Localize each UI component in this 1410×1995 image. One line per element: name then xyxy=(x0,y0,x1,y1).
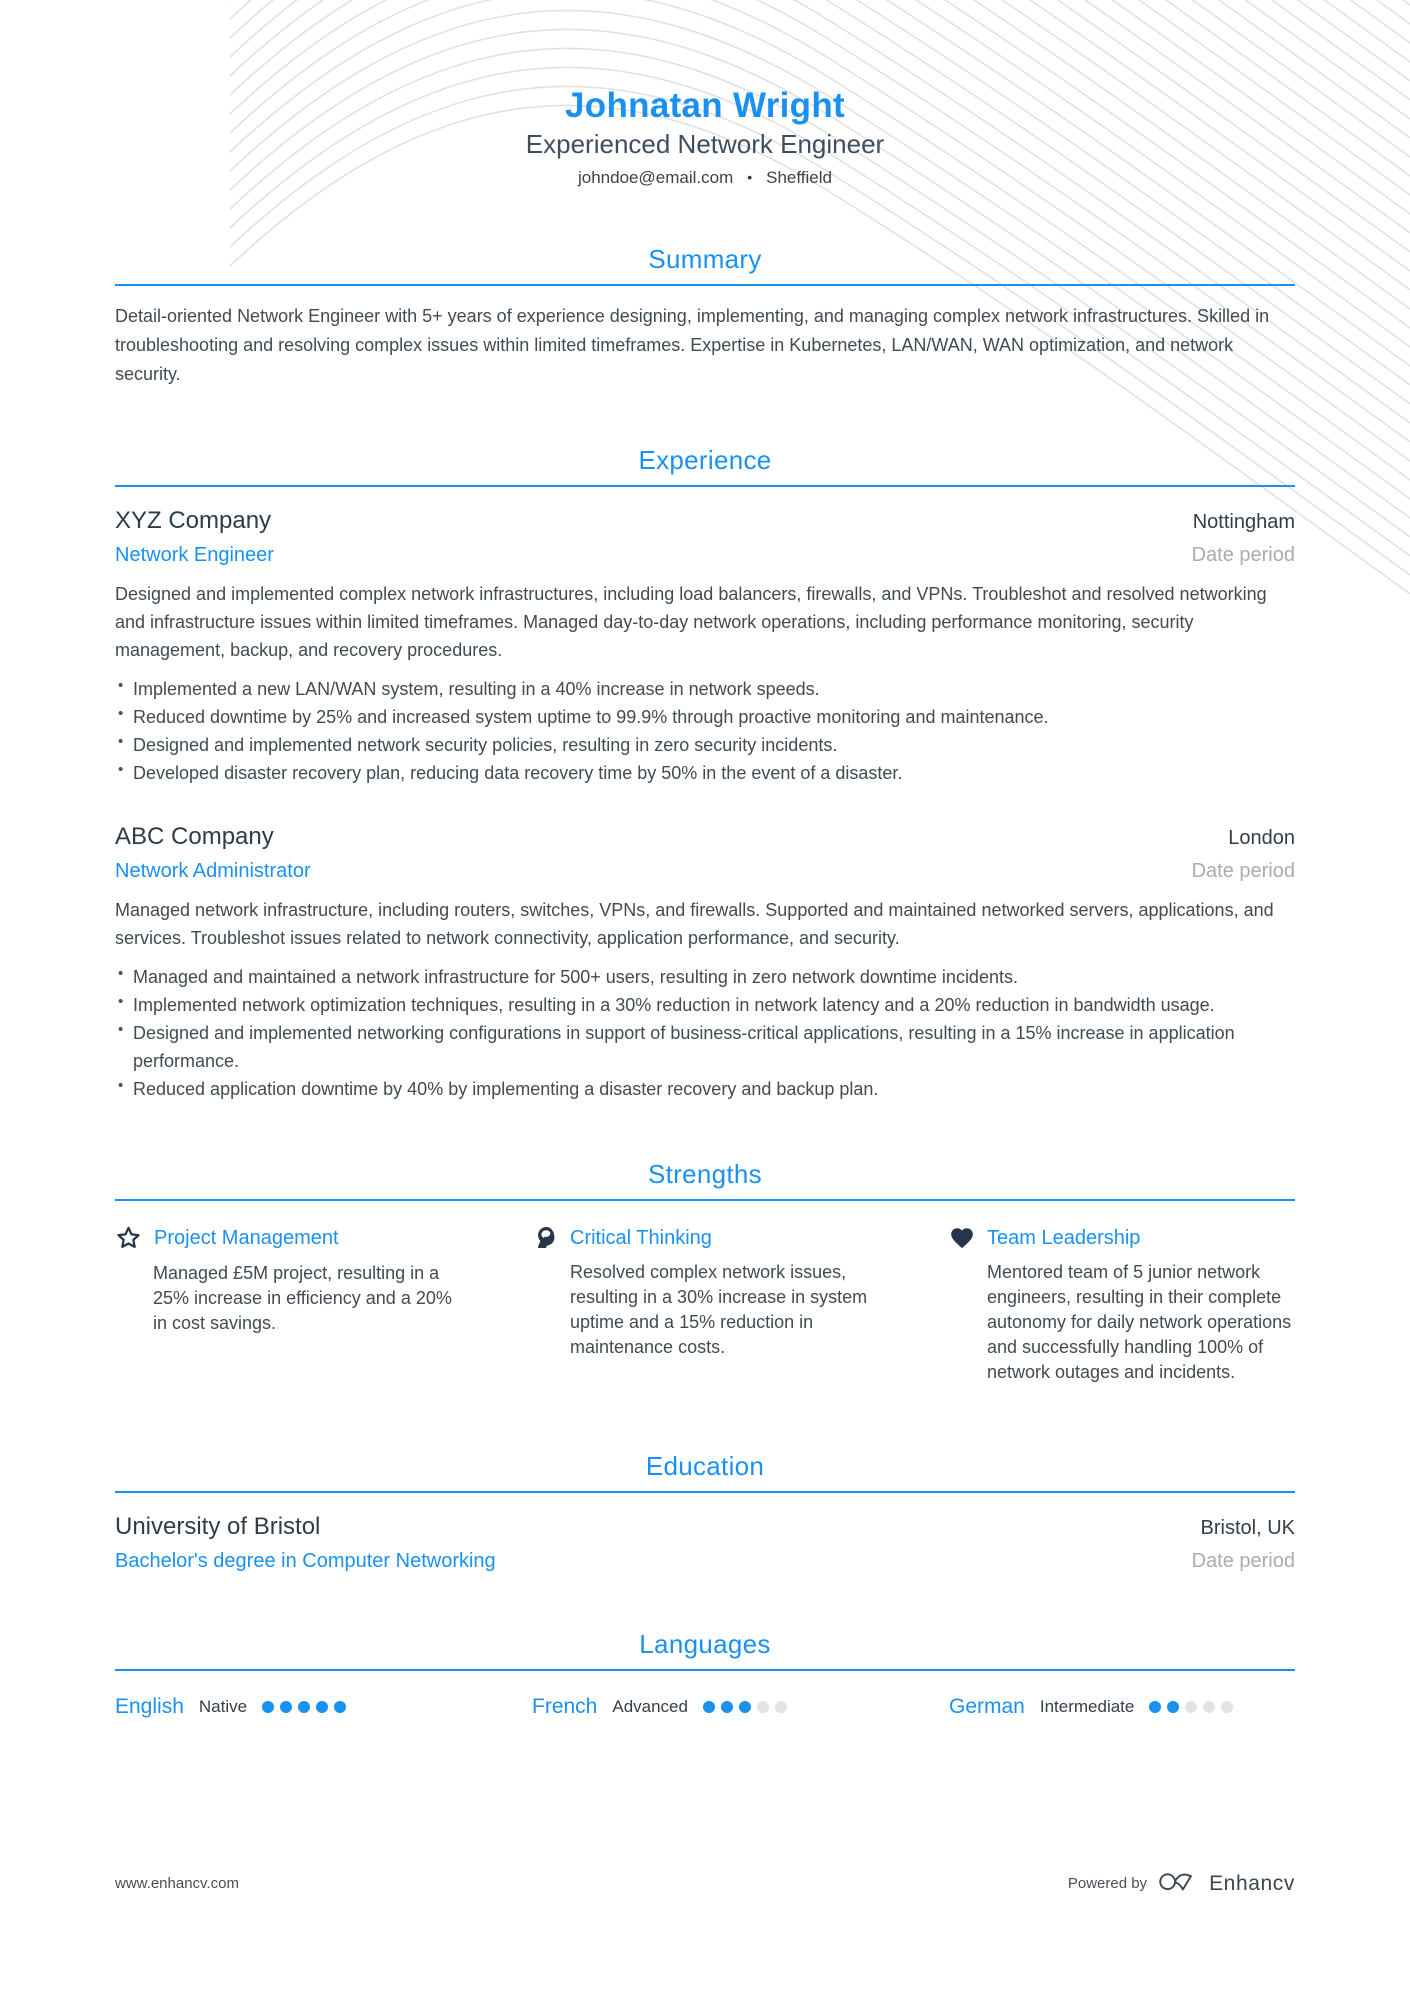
candidate-name: Johnatan Wright xyxy=(565,86,845,125)
job-description: Designed and implemented complex network infrastructures, including load balancers, firewalls, and VPNs. Troubleshot and resolved networking and infrastructure issues within limited timeframes. Managed day-to-day network operations, including performance monitoring, security management, backup, and recovery procedures. xyxy=(115,584,1267,660)
strength-title: Team Leadership xyxy=(987,1226,1141,1249)
experience-heading: Experience xyxy=(638,445,772,475)
bullet-item: • Reduced downtime by 25% and increased system uptime to 99.9% through proactive monitoring and maintenance. xyxy=(115,703,1295,731)
strength-text: Mentored team of 5 junior network engineers, resulting in their complete autonomy for daily network operations and successfully handling 100% of network outages and incidents. xyxy=(987,1262,1292,1382)
bullet-item: • Designed and implemented networking configurations in support of business-critical applications, resulting in a 15% increase in application performance. xyxy=(115,1019,1295,1075)
page-footer xyxy=(115,1868,1295,1899)
section-summary xyxy=(115,244,1295,389)
company-name: ABC Company xyxy=(115,823,274,850)
dot-separator-icon: • xyxy=(747,169,753,185)
summary-text: Detail-oriented Network Engineer with 5+ years of experience designing, implementing, and managing complex network infrastructures. Skilled in troubleshooting and resolving complex issues within limited timeframes. Expertise in Kubernetes, LAN/WAN, WAN optimization, and network security. xyxy=(115,306,1270,384)
strength-item xyxy=(949,1225,1295,1385)
language-level: Intermediate xyxy=(1039,1697,1135,1716)
powered-by-label: Powered by xyxy=(1067,1875,1148,1892)
section-strengths xyxy=(115,1159,1295,1385)
candidate-title: Experienced Network Engineer xyxy=(525,129,885,159)
section-divider xyxy=(115,1199,1295,1201)
location-text: Sheffield xyxy=(766,168,832,187)
resume-header xyxy=(115,86,1295,188)
bullet-item: • Implemented a new LAN/WAN system, resulting in a 40% increase in network speeds. xyxy=(115,675,1295,703)
date-period: Date period xyxy=(1191,860,1295,882)
strength-text: Managed £5M project, resulting in a 25% increase in efficiency and a 20% in cost savings. xyxy=(153,1263,452,1333)
strength-text: Resolved complex network issues, resulting in a 30% increase in system uptime and a 15% reduction in maintenance costs. xyxy=(570,1262,868,1357)
critical-thinking-icon xyxy=(532,1225,558,1251)
email-text: johndoe@email.com xyxy=(578,168,734,187)
education-heading: Education xyxy=(645,1451,765,1481)
date-period: Date period xyxy=(1191,544,1295,566)
section-divider xyxy=(115,1491,1295,1493)
experience-entry xyxy=(115,507,1295,787)
language-name: German xyxy=(949,1695,1025,1718)
experience-entry xyxy=(115,823,1295,1103)
job-description: Managed network infrastructure, including routers, switches, VPNs, and firewalls. Supported and maintained networked servers, applications, and services. Troubleshot issues related to network connectivity, application performance, and security. xyxy=(115,900,1274,948)
bullet-item: • Developed disaster recovery plan, reducing data recovery time by 50% in the event of a disaster. xyxy=(115,759,1295,787)
degree-name: Bachelor's degree in Computer Networking xyxy=(115,1550,496,1572)
enhancv-logo-icon[interactable] xyxy=(1158,1868,1198,1899)
education-entry xyxy=(115,1513,1295,1573)
section-divider xyxy=(115,284,1295,286)
strength-item xyxy=(532,1225,878,1385)
powered-by xyxy=(1068,1868,1295,1899)
section-experience xyxy=(115,445,1295,1103)
language-name: French xyxy=(532,1695,598,1718)
achievement-list xyxy=(115,675,1295,787)
strength-title: Project Management xyxy=(154,1227,339,1249)
achievement-list xyxy=(115,963,1295,1103)
job-title: Network Administrator xyxy=(115,860,311,882)
languages-heading: Languages xyxy=(639,1629,771,1659)
company-name: XYZ Company xyxy=(115,507,272,534)
star-icon xyxy=(115,1225,142,1252)
bullet-item: • Implemented network optimization techniques, resulting in a 30% reduction in network latency and a 20% reduction in bandwidth usage. xyxy=(115,991,1295,1019)
job-location: London xyxy=(1228,827,1295,849)
summary-heading: Summary xyxy=(648,244,762,274)
strengths-heading: Strengths xyxy=(648,1159,762,1189)
language-proficiency-dots xyxy=(1149,1701,1233,1713)
language-item xyxy=(949,1695,1295,1719)
language-name: English xyxy=(115,1695,184,1718)
job-location: Nottingham xyxy=(1192,511,1295,533)
strength-item xyxy=(115,1225,461,1385)
language-level: Native xyxy=(198,1697,248,1716)
section-divider xyxy=(115,485,1295,487)
school-name: University of Bristol xyxy=(115,1513,321,1540)
section-divider xyxy=(115,1669,1295,1671)
job-title: Network Engineer xyxy=(115,544,274,566)
bullet-item: • Designed and implemented network security policies, resulting in zero security incidents. xyxy=(115,731,1295,759)
language-item xyxy=(115,1695,461,1719)
strength-title: Critical Thinking xyxy=(570,1226,712,1249)
language-proficiency-dots xyxy=(262,1701,346,1713)
language-level: Advanced xyxy=(612,1697,688,1716)
language-item xyxy=(532,1695,878,1719)
date-period: Date period xyxy=(1191,1550,1295,1572)
contact-line xyxy=(115,168,1295,188)
language-proficiency-dots xyxy=(703,1701,787,1713)
heart-icon xyxy=(949,1225,975,1251)
school-location: Bristol, UK xyxy=(1200,1517,1295,1539)
section-education xyxy=(115,1451,1295,1573)
bullet-item: • Reduced application downtime by 40% by implementing a disaster recovery and backup plan. xyxy=(115,1075,1295,1103)
website-link[interactable]: www.enhancv.com xyxy=(115,1875,239,1892)
bullet-item: • Managed and maintained a network infrastructure for 500+ users, resulting in zero network downtime incidents. xyxy=(115,963,1295,991)
brand-wordmark[interactable]: Enhancv xyxy=(1209,1871,1295,1895)
section-languages xyxy=(115,1629,1295,1719)
